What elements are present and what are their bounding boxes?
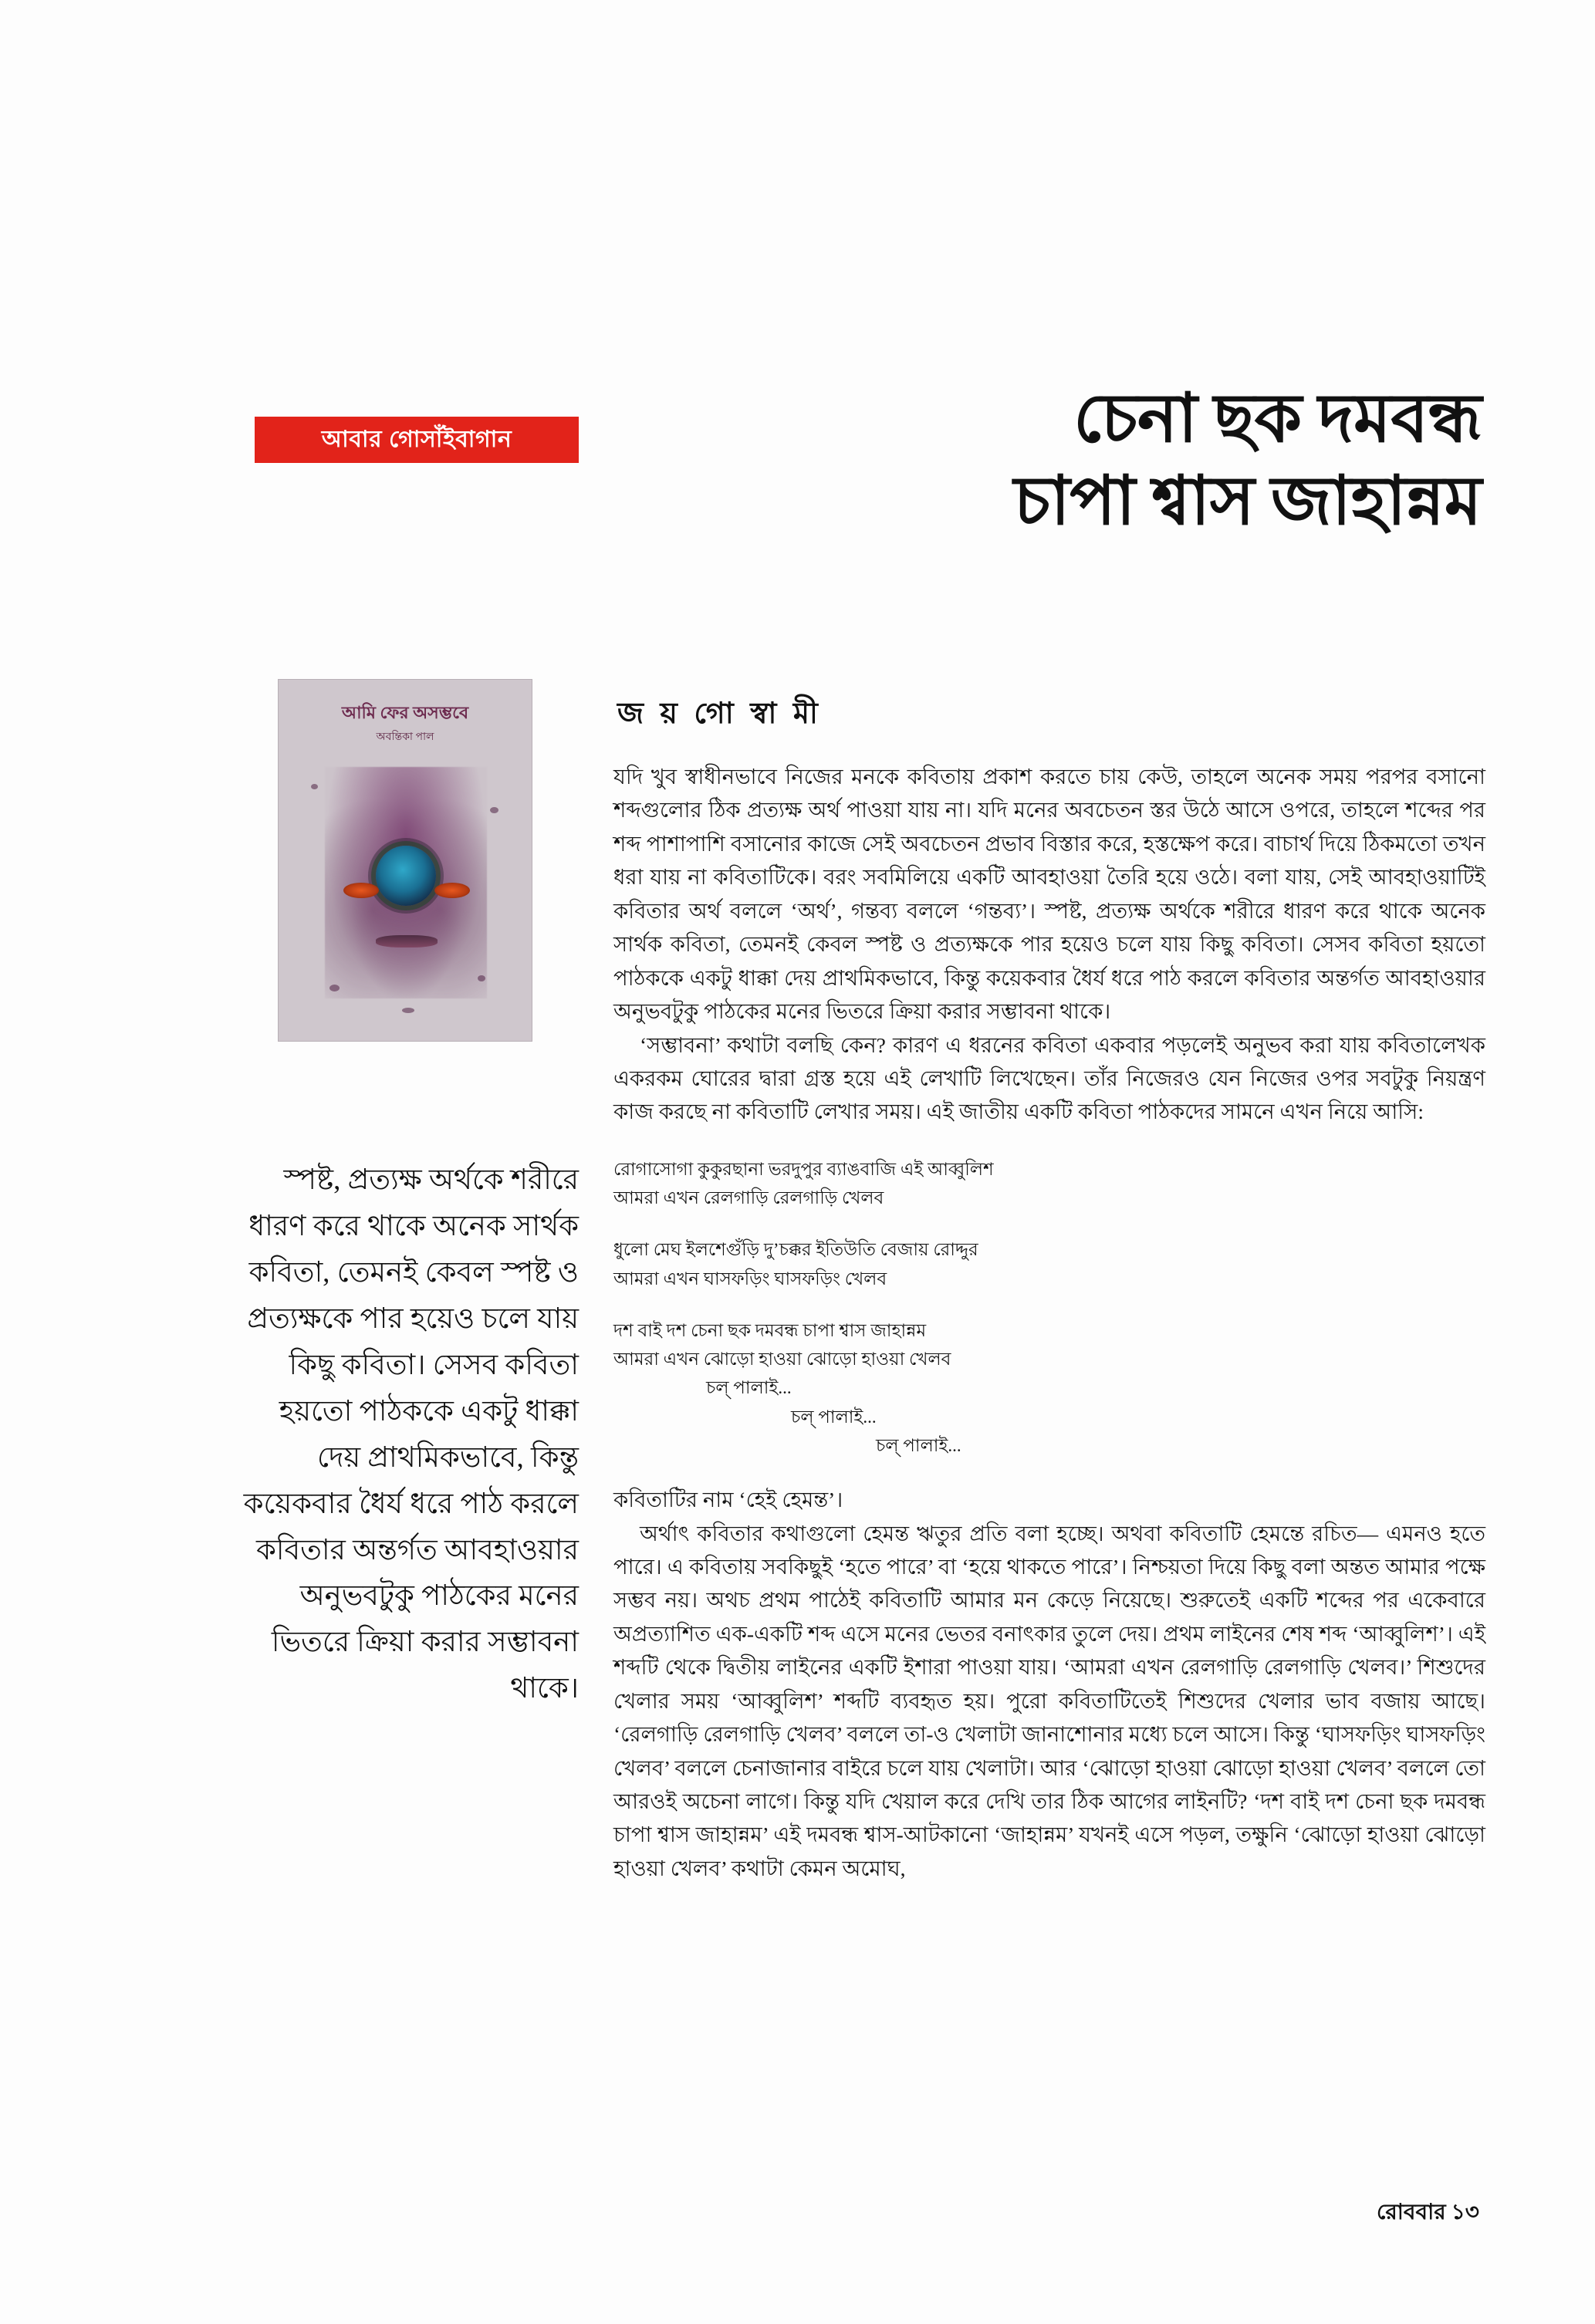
- page-folio: রোববার ১৩: [1377, 2201, 1479, 2224]
- cover-speck: [402, 1008, 414, 1013]
- poem-line: ধুলো মেঘ ইলশেগুঁড়ি দু’চক্কর ইতিউতি বেজায় রোদ্দুর: [613, 1240, 978, 1260]
- cover-speck: [311, 784, 318, 789]
- poem-stanza: [613, 1235, 1485, 1293]
- pull-quote: স্পষ্ট, প্রত্যক্ষ অর্থকে শরীরে ধারণ করে থাকে অনেক সার্থক কবিতা, তেমনই কেবল স্পষ্ট ও প্রত্যক্ষকে পার হয়েও চলে যায় কিছু কবিতা। সেসব কবিতা হয়তো পাঠককে একটু ধাক্কা দেয় প্রাথমিকভাবে, কিন্তু কয়েকবার ধৈর্য ধরে পাঠ করলে কবিতার অন্তর্গত আবহাওয়ার অনুভবটুকু পাঠকের মনের ভিতরে ক্রিয়া করার সম্ভাবনা থাকে।: [243, 1164, 579, 1705]
- poem-line: রোগাসোগা কুকুরছানা ভরদুপুর ব্যাঙবাজি এই আব্বুলিশ: [613, 1159, 994, 1179]
- book-cover-title: আমি ফের অসম্ভবে: [341, 703, 469, 722]
- poem-stanza: [613, 1155, 1485, 1213]
- byline: জ য় গো স্বা মী: [617, 698, 823, 730]
- cover-speck: [490, 807, 498, 813]
- body-paragraph: অর্থাৎ কবিতার কথাগুলো হেমন্ত ঋতুর প্রতি বলা হচ্ছে। অথবা কবিতাটি হেমন্তে রচিত— এমনও হতে পারে। এ কবিতায় সবকিছুই ‘হতে পারে’ বা ‘হয়ে থাকতে পারে’। নিশ্চয়তা দিয়ে কিছু বলা অন্তত আমার পক্ষে সম্ভব নয়। অথচ প্রথম পাঠেই কবিতাটি আমার মন কেড়ে নিয়েছে। শুরুতেই একটি শব্দের পর একেবারে অপ্রত্যাশিত এক-একটি শব্দ এসে মনের ভেতর বনাৎকার তুলে দেয়। প্রথম লাইনের শেষ শব্দ ‘আব্বুলিশ’। এই শব্দটি থেকে দ্বিতীয় লাইনের একটি ইশারা পাওয়া যায়। ‘আমরা এখন রেলগাড়ি রেলগাড়ি খেলব।’ শিশুদের খেলার সময় ‘আব্বুলিশ’ শব্দটি ব্যবহৃত হয়। পুরো কবিতাটিতেই শিশুদের খেলার ভাব বজায় আছে। ‘রেলগাড়ি রেলগাড়ি খেলব’ বললে তা-ও খেলাটা জানাশোনার মধ্যে চলে আসে। কিন্তু ‘ঘাসফড়িং ঘাসফড়িং খেলব’ বললে চেনাজানার বাইরে চলে যায় খেলাটা। আর ‘ঝোড়ো হাওয়া ঝোড়ো হাওয়া খেলব’ বললে তো আরওই অচেনা লাগে। কিন্তু যদি খেয়াল করে দেখি তার ঠিক আগের লাইনটি? ‘দশ বাই দশ চেনা ছক দমবন্ধ চাপা শ্বাস জাহান্নম’ এই দমবন্ধ শ্বাস-আটকানো ‘জাহান্নম’ যখনই এসে পড়ল, তক্ষুনি ‘ঝোড়ো হাওয়া ঝোড়ো হাওয়া খেলব’ কথাটা কেমন অমোঘ,: [613, 1521, 1485, 1880]
- headline-line-2: চাপা শ্বাস জাহান্নম: [1013, 464, 1482, 540]
- body-paragraph: যদি খুব স্বাধীনভাবে নিজের মনকে কবিতায় প্রকাশ করতে চায় কেউ, তাহলে অনেক সময় পরপর বসানো শব্দগুলোর ঠিক প্রত্যক্ষ অর্থ পাওয়া যায় না। যদি মনের অবচেতন স্তর উঠে আসে ওপরে, তাহলে শব্দের পর শব্দ পাশাপাশি বসানোর কাজে সেই অবচেতন প্রভাব বিস্তার করে, হস্তক্ষেপ করে। বাচার্থ দিয়ে ঠিকমতো তখন ধরা যায় না কবিতাটিকে। বরং সবমিলিয়ে একটি আবহাওয়া তৈরি হয়ে ওঠে। বলা যায়, সেই আবহাওয়াটিই কবিতার অর্থ বললে ‘অর্থ’, গন্তব্য বললে ‘গন্তব্য’। স্পষ্ট, প্রত্যক্ষ অর্থকে শরীরে ধারণ করে থাকে অনেক সার্থক কবিতা, তেমনই কেবল স্পষ্ট ও প্রত্যক্ষকে পার হয়েও চলে যায় কিছু কবিতা। সেসব কবিতা হয়তো পাঠককে একটু ধাক্কা দেয় প্রাথমিকভাবে, কিন্তু কয়েকবার ধৈর্য ধরে পাঠ করলে কবিতার অন্তর্গত আবহাওয়ার অনুভবটুকু পাঠকের মনের ভিতরে ক্রিয়া করার সম্ভাবনা থাকে।: [613, 765, 1485, 1024]
- cover-speck: [478, 975, 485, 981]
- article-body: [613, 760, 1485, 1885]
- poem-line: চল্‌ পালাই...: [876, 1435, 961, 1455]
- poem-stanza: [613, 1316, 1485, 1460]
- page-title: [617, 378, 1482, 544]
- poem-line: দশ বাই দশ চেনা ছক দমবন্ধ চাপা শ্বাস জাহান্নম: [613, 1320, 927, 1340]
- poem-line: আমরা এখন রেলগাড়ি রেলগাড়ি খেলব: [613, 1188, 884, 1208]
- cover-eye-right: [434, 883, 470, 898]
- cover-orb-icon: [376, 846, 436, 906]
- poem-line: চল্‌ পালাই...: [706, 1378, 792, 1398]
- poem-line: আমরা এখন ঘাসফড়িং ঘাসফড়িং খেলব: [613, 1268, 887, 1289]
- book-cover-artwork: [296, 753, 516, 1023]
- book-cover-author: অবন্তিকা পাল: [376, 731, 434, 743]
- poem-title-line: কবিতাটির নাম ‘হেই হেমন্ত’।: [613, 1488, 843, 1512]
- cover-eye-left: [343, 883, 379, 898]
- poem-excerpt: [613, 1155, 1485, 1460]
- headline-line-1: চেনা ছক দমবন্ধ: [1073, 382, 1482, 457]
- body-paragraph: ‘সম্ভাবনা’ কথাটা বলছি কেন? কারণ এ ধরনের কবিতা একবার পড়লেই অনুভব করা যায় কবিতালেখক একরকম ঘোরের দ্বারা গ্রস্ত হয়ে এই লেখাটি লিখেছেন। তাঁর নিজেরও যেন নিজের ওপর সবটুকু নিয়ন্ত্রণ কাজ করছে না কবিতাটি লেখার সময়। এই জাতীয় একটি কবিতা পাঠকদের সামনে এখন নিয়ে আসি:: [613, 1032, 1485, 1124]
- cover-speck: [329, 985, 340, 991]
- section-kicker: আবার গোসাঁইবাগান: [255, 417, 579, 463]
- book-cover-image: [278, 679, 532, 1042]
- cover-mouth: [376, 935, 438, 948]
- poem-line: আমরা এখন ঝোড়ো হাওয়া ঝোড়ো হাওয়া খেলব: [613, 1349, 951, 1370]
- poem-line: চল্‌ পালাই...: [791, 1407, 877, 1427]
